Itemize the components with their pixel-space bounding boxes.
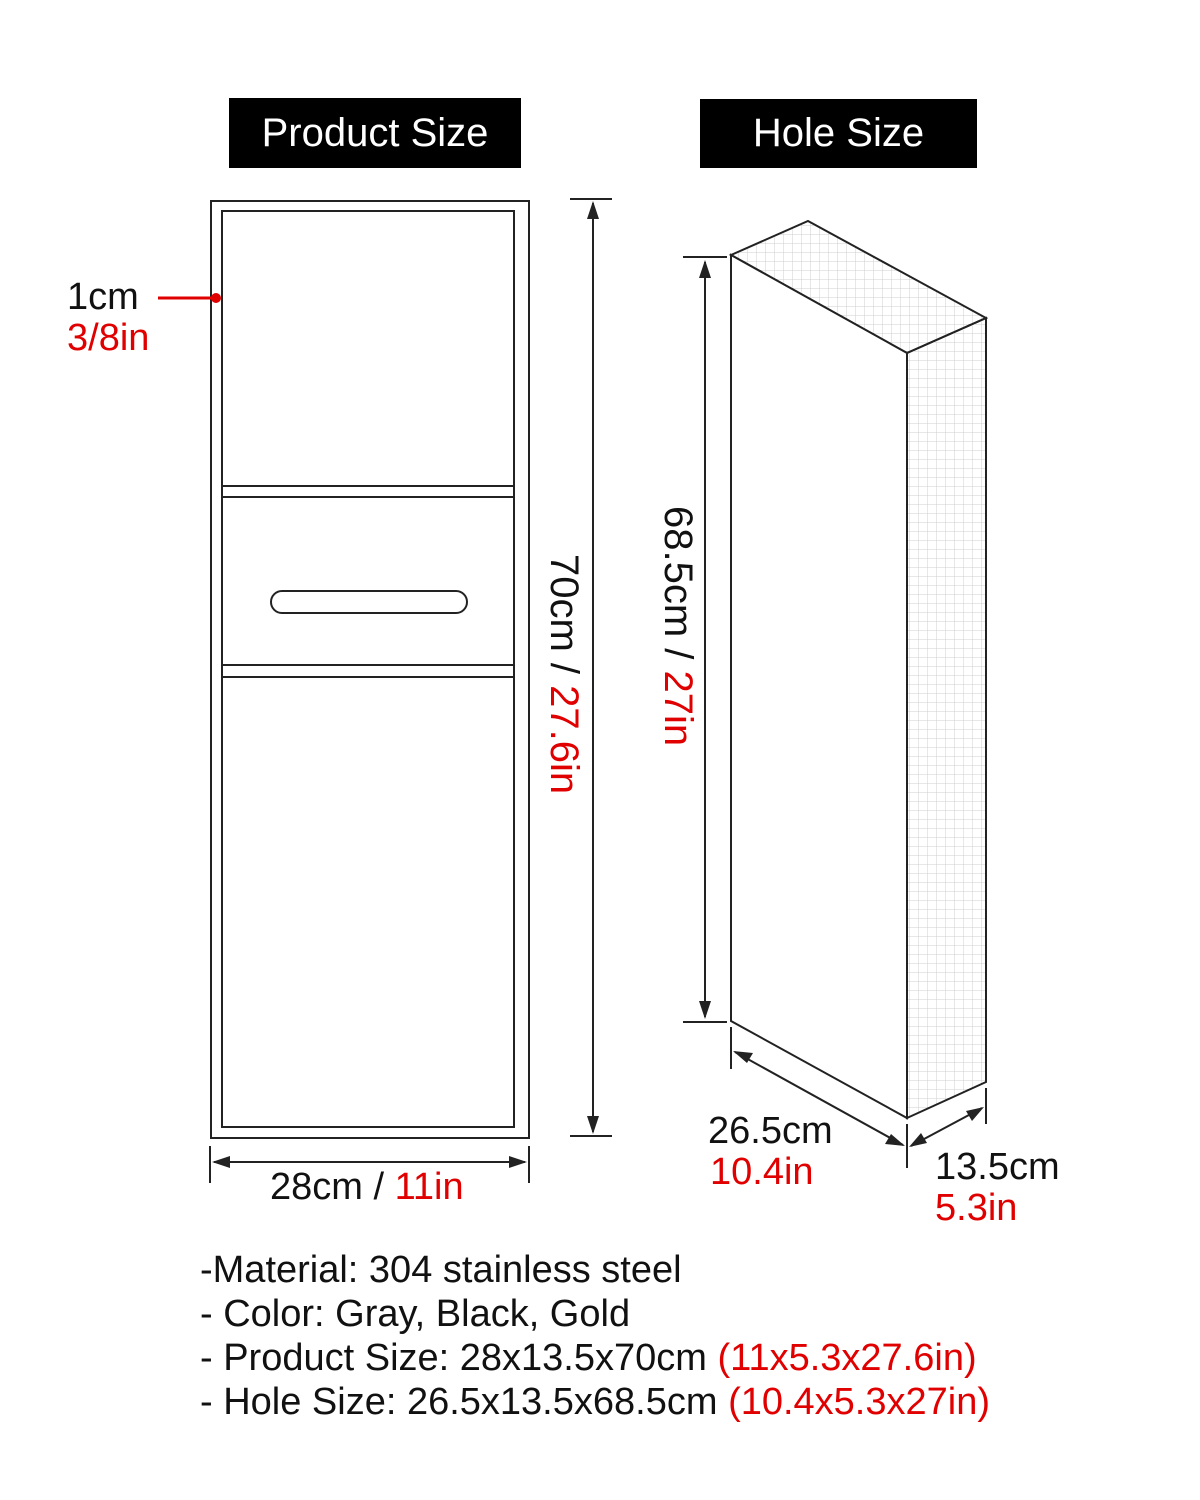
product-upper-compartment bbox=[222, 211, 514, 486]
hole-depth-in-label: 5.3in bbox=[935, 1187, 1018, 1229]
hole-width-in-label: 10.4in bbox=[710, 1151, 814, 1193]
hole-depth-cm-label: 13.5cm bbox=[935, 1146, 1060, 1188]
spec-color-text: - Color: Gray, Black, Gold bbox=[200, 1293, 631, 1335]
product-height-label bbox=[544, 554, 584, 794]
frame-thickness-dot bbox=[211, 293, 221, 303]
product-size-heading: Product Size bbox=[229, 98, 521, 168]
product-outer-frame bbox=[211, 201, 529, 1138]
hole-height-in: 27in bbox=[656, 670, 700, 747]
spec-material bbox=[200, 1248, 990, 1292]
hole-height-cm: 68.5cm / bbox=[656, 506, 700, 671]
spec-hole-size bbox=[200, 1380, 990, 1424]
frame-thickness-cm-label: 1cm bbox=[67, 276, 139, 318]
hole-height-label bbox=[658, 506, 698, 746]
spec-color bbox=[200, 1292, 990, 1336]
spec-product-size-inches: (11x5.3x27.6in) bbox=[717, 1337, 977, 1379]
hole-box-side-face bbox=[907, 318, 986, 1118]
product-width-cm: 28cm / bbox=[270, 1166, 395, 1208]
product-front-view bbox=[211, 201, 529, 1138]
spec-list bbox=[200, 1248, 990, 1424]
spec-product-size bbox=[200, 1336, 990, 1380]
product-height-cm: 70cm / bbox=[542, 554, 586, 686]
hole-size-heading: Hole Size bbox=[700, 99, 977, 168]
spec-hole-size-inches: (10.4x5.3x27in) bbox=[728, 1381, 990, 1423]
product-width-in: 11in bbox=[394, 1166, 464, 1208]
product-upper-shelf bbox=[222, 486, 514, 497]
product-lower-shelf bbox=[222, 665, 514, 677]
hole-box-front-face bbox=[731, 255, 907, 1118]
hole-width-cm-label: 26.5cm bbox=[708, 1110, 833, 1152]
frame-thickness-in-label: 3/8in bbox=[67, 317, 150, 359]
hole-box bbox=[731, 221, 986, 1118]
spec-product-size-text: - Product Size: 28x13.5x70cm bbox=[200, 1337, 718, 1379]
product-dispenser-slot bbox=[271, 591, 467, 613]
spec-hole-size-text: - Hole Size: 26.5x13.5x68.5cm bbox=[200, 1381, 729, 1423]
product-height-in: 27.6in bbox=[542, 685, 586, 795]
product-lower-compartment bbox=[222, 677, 514, 1127]
spec-material-text: -Material: 304 stainless steel bbox=[200, 1249, 682, 1291]
product-width-label bbox=[270, 1168, 464, 1206]
product-middle-panel bbox=[222, 497, 514, 665]
